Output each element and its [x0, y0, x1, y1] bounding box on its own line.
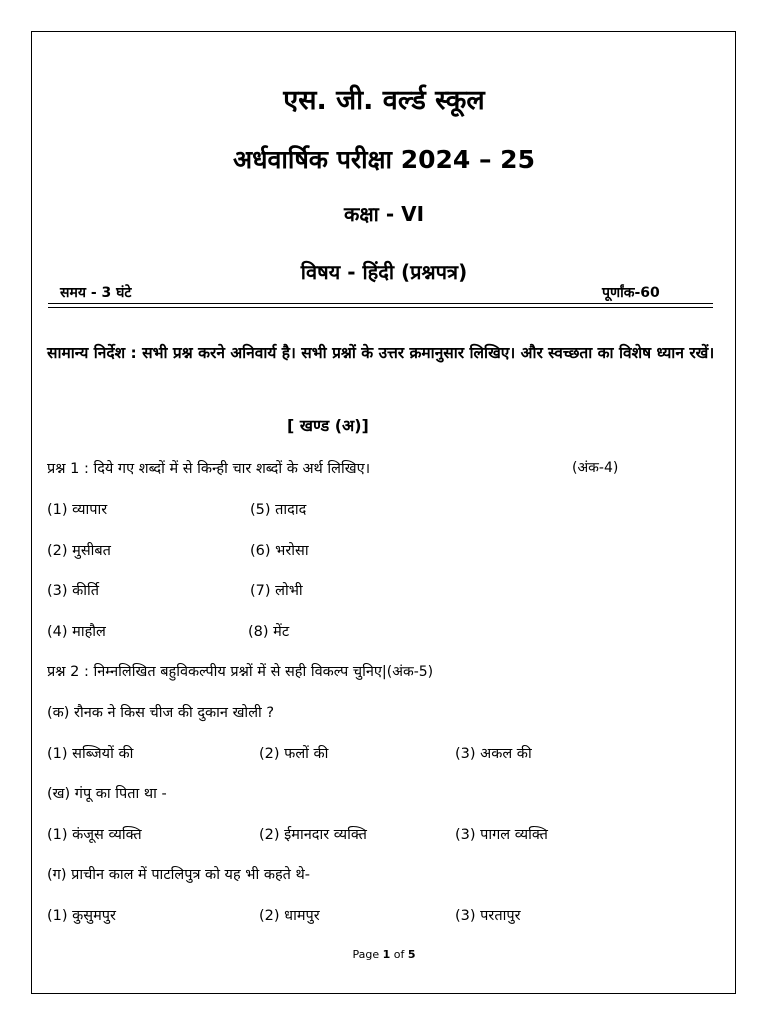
mcq-option: (1) कंजूस व्यक्ति	[47, 827, 142, 843]
mcq-option: (2) धामपुर	[259, 908, 320, 924]
word-option: (1) व्यापार	[47, 502, 108, 518]
divider-line	[48, 307, 713, 308]
page-number	[0, 948, 768, 961]
mcq-question: (ख) गंपू का पिता था -	[47, 786, 167, 802]
exam-title: अर्धवार्षिक परीक्षा 2024 – 25	[233, 145, 535, 174]
time-label: समय - 3 घंटे	[60, 285, 132, 301]
word-option: (7) लोभी	[250, 583, 303, 599]
general-instructions: सामान्य निर्देश : सभी प्रश्न करने अनिवार्य है। सभी प्रश्नों के उत्तर क्रमानुसार लिखिए। और स्वच्छता का विशेष ध्यान रखें।	[47, 344, 715, 362]
word-option: (2) मुसीबत	[47, 543, 111, 559]
mcq-question: (क) रौनक ने किस चीज की दुकान खोली ?	[47, 705, 275, 721]
word-option: (4) माहौल	[47, 624, 106, 640]
mcq-option: (1) कुसुमपुर	[47, 908, 116, 924]
section-heading: [ खण्ड (अ)]	[287, 416, 369, 435]
question-1-marks: (अंक-4)	[572, 460, 619, 476]
school-name: एस. जी. वर्ल्ड स्कूल	[283, 85, 485, 116]
word-option: (5) तादाद	[250, 502, 307, 518]
word-option: (3) कीर्ति	[47, 583, 100, 599]
of-label: of	[393, 948, 405, 961]
mcq-option: (2) फलों की	[259, 746, 329, 762]
current-page: 1	[382, 948, 391, 961]
mcq-option: (3) परतापुर	[455, 908, 521, 924]
word-option: (6) भरोसा	[250, 543, 309, 559]
question-1-text: प्रश्न 1 : दिये गए शब्दों में से किन्ही चार शब्दों के अर्थ लिखिए।	[47, 461, 371, 477]
total-pages: 5	[407, 948, 416, 961]
question-2-text: प्रश्न 2 : निम्नलिखित बहुविकल्पीय प्रश्नों में से सही विकल्प चुनिए|	[47, 664, 387, 680]
mcq-option: (3) अकल की	[455, 746, 532, 762]
question-2	[47, 661, 433, 681]
page-label: Page	[352, 948, 380, 961]
mcq-option: (1) सब्जियों की	[47, 746, 134, 762]
class-label: कक्षा - VI	[343, 202, 425, 226]
mcq-question: (ग) प्राचीन काल में पाटलिपुत्र को यह भी कहते थे-	[47, 867, 311, 883]
question-1	[47, 458, 370, 478]
mcq-option: (3) पागल व्यक्ति	[455, 827, 548, 843]
question-2-marks: (अंक-5)	[386, 664, 434, 680]
word-option: (8) मेंट	[248, 624, 290, 640]
mcq-option: (2) ईमानदार व्यक्ति	[259, 827, 367, 843]
divider-line	[48, 303, 713, 304]
subject-label: विषय - हिंदी (प्रश्नपत्र)	[300, 260, 468, 284]
total-marks-label: पूर्णांक-60	[602, 285, 660, 301]
